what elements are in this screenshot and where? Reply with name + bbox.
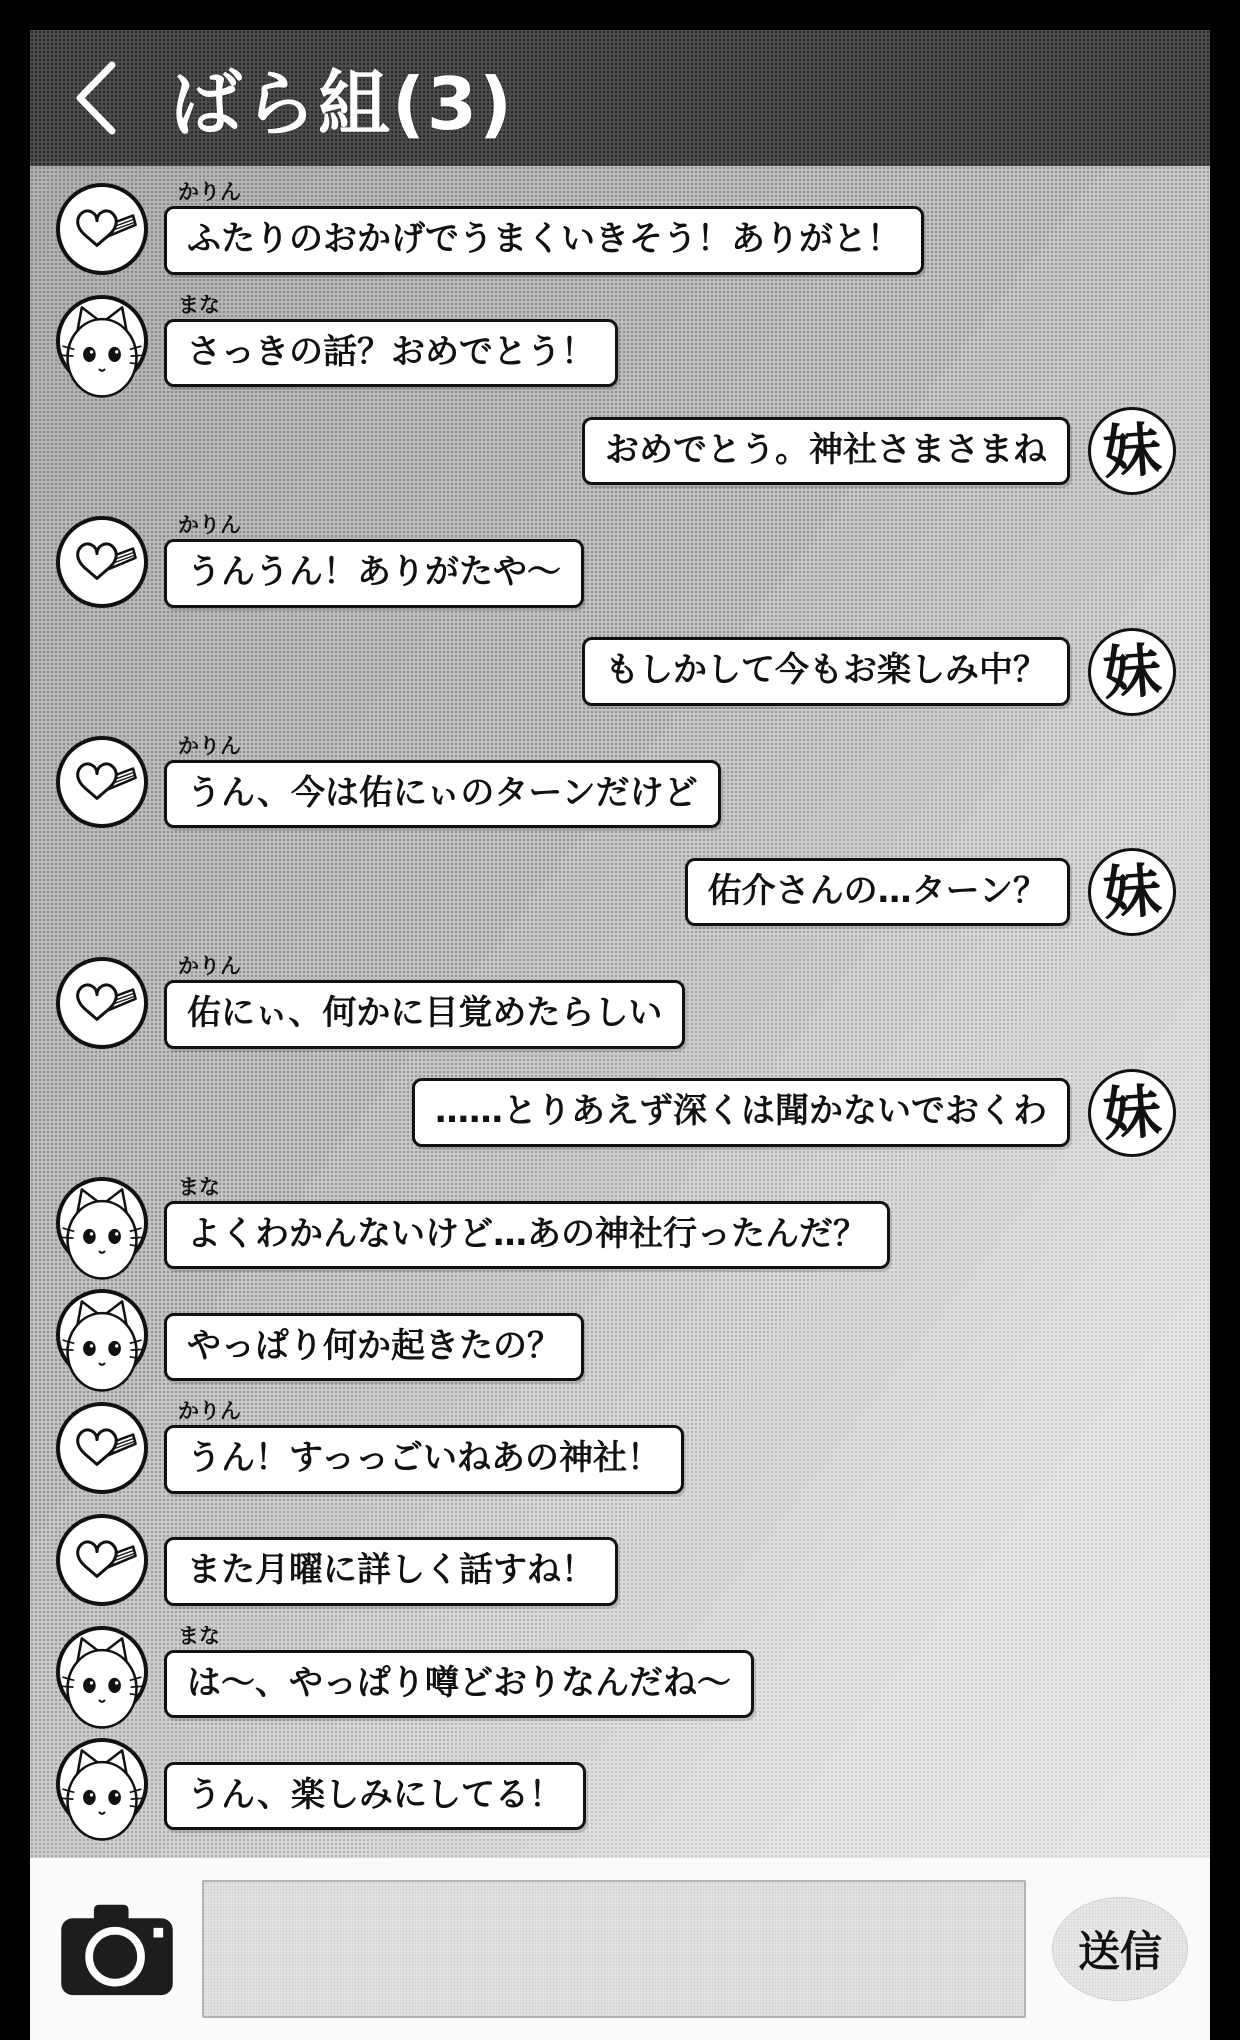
message-bubble (164, 319, 618, 388)
message-bubble (164, 980, 685, 1049)
heart-avatar-icon (60, 187, 144, 271)
message-bubble (164, 1201, 890, 1270)
message-bubble (164, 1425, 684, 1494)
sender-name: かりん (178, 513, 241, 537)
message-text: やっぱり何か起きたの？ (187, 1325, 561, 1366)
cat-avatar-icon (60, 299, 144, 383)
message-bubble (164, 1313, 584, 1382)
message-row (56, 407, 1176, 495)
imouto-avatar-label: 妹 (1100, 415, 1164, 487)
heart-avatar-icon[interactable] (56, 1402, 148, 1494)
message-bubble (582, 637, 1070, 706)
back-chevron-icon (72, 59, 118, 137)
cat-avatar-icon[interactable] (56, 1626, 148, 1718)
message-input[interactable] (202, 1880, 1026, 2018)
sender-name: かりん (178, 954, 241, 978)
message-row (56, 956, 1176, 1049)
imouto-avatar-icon[interactable] (1088, 628, 1176, 716)
message-bubble (164, 760, 721, 829)
message-text: 佑介さんの…ターン？ (707, 870, 1047, 911)
message-row (56, 292, 1176, 388)
heart-avatar-icon[interactable] (56, 1514, 148, 1606)
message-row (56, 1738, 1176, 1830)
message-row (56, 515, 1176, 608)
message-row (56, 1401, 1176, 1494)
message-text: よくわかんないけど…あの神社行ったんだ？ (187, 1213, 867, 1254)
message-row (56, 733, 1176, 829)
sender-name: まな (178, 1623, 220, 1648)
heart-avatar-icon (60, 1406, 144, 1490)
heart-avatar-icon (60, 961, 144, 1045)
heart-avatar-icon (60, 520, 144, 604)
message-bubble (582, 417, 1070, 486)
message-row (56, 1289, 1176, 1381)
message-text: うん、今は佑にぃのターンだけど (187, 772, 698, 813)
message-row (56, 628, 1176, 716)
message-text: もしかして今もお楽しみ中？ (605, 650, 1047, 691)
message-row (56, 1514, 1176, 1606)
cat-avatar-icon[interactable] (56, 1177, 148, 1269)
heart-avatar-icon[interactable] (56, 736, 148, 828)
message-text: うんうん！ありがたや〜 (187, 552, 561, 592)
message-bubble (164, 1762, 586, 1831)
chat-header (30, 30, 1210, 166)
message-text: おめでとう。神社さまさまね (605, 429, 1047, 470)
cat-avatar-icon[interactable] (56, 1289, 148, 1381)
sender-name: かりん (178, 1399, 241, 1423)
message-bubble (164, 1537, 618, 1606)
message-list (30, 166, 1210, 1858)
message-bubble (164, 539, 584, 608)
message-bubble (685, 858, 1070, 927)
cat-avatar-icon (60, 1181, 144, 1265)
message-row (56, 1069, 1176, 1157)
heart-avatar-icon[interactable] (56, 957, 148, 1049)
sender-name: まな (178, 1174, 220, 1199)
message-text: うん！すっっごいねあの神社！ (187, 1438, 661, 1478)
message-row (56, 1174, 1176, 1270)
camera-icon[interactable] (58, 1897, 176, 2001)
message-bubble (164, 1650, 754, 1719)
message-text: 佑にぃ、何かに目覚めたらしい (187, 993, 663, 1033)
heart-avatar-icon (60, 740, 144, 824)
message-text: さっきの話？おめでとう！ (187, 331, 595, 372)
heart-avatar-icon[interactable] (56, 183, 148, 275)
imouto-avatar-label: 妹 (1100, 1076, 1164, 1149)
message-bubble (412, 1078, 1070, 1147)
sender-name: まな (178, 292, 220, 317)
message-bubble (164, 206, 924, 275)
chat-title: ばら組(3) (170, 62, 514, 146)
cat-avatar-icon (60, 1742, 144, 1826)
message-text: ふたりのおかげでうまくいきそう！ありがと！ (187, 219, 901, 259)
imouto-avatar-label: 妹 (1100, 856, 1164, 928)
imouto-avatar-icon[interactable] (1088, 1069, 1176, 1157)
send-button[interactable]: 送信 (1052, 1897, 1188, 2001)
sender-name: かりん (178, 733, 241, 758)
heart-avatar-icon (60, 1518, 144, 1602)
imouto-avatar-icon[interactable] (1088, 848, 1176, 936)
message-text: また月曜に詳しく話すね！ (187, 1550, 595, 1590)
message-text: うん、楽しみにしてる！ (187, 1774, 564, 1815)
cat-avatar-icon (60, 1293, 144, 1377)
cat-avatar-icon (60, 1630, 144, 1714)
message-row (56, 848, 1176, 936)
back-button[interactable] (60, 53, 130, 143)
phone-frame (30, 30, 1210, 1976)
imouto-avatar-label: 妹 (1100, 635, 1164, 708)
cat-avatar-icon[interactable] (56, 295, 148, 387)
sender-name: かりん (178, 180, 241, 204)
message-text: は〜、やっぱり噂どおりなんだね〜 (187, 1662, 731, 1703)
camera-glyph (59, 1899, 175, 1999)
message-row (56, 182, 1176, 275)
composer-bar (30, 1858, 1210, 2040)
message-text: ……とりあえず深くは聞かないでおくわ (435, 1091, 1047, 1132)
heart-avatar-icon[interactable] (56, 516, 148, 608)
imouto-avatar-icon[interactable] (1088, 407, 1176, 495)
message-row (56, 1623, 1176, 1719)
cat-avatar-icon[interactable] (56, 1738, 148, 1830)
